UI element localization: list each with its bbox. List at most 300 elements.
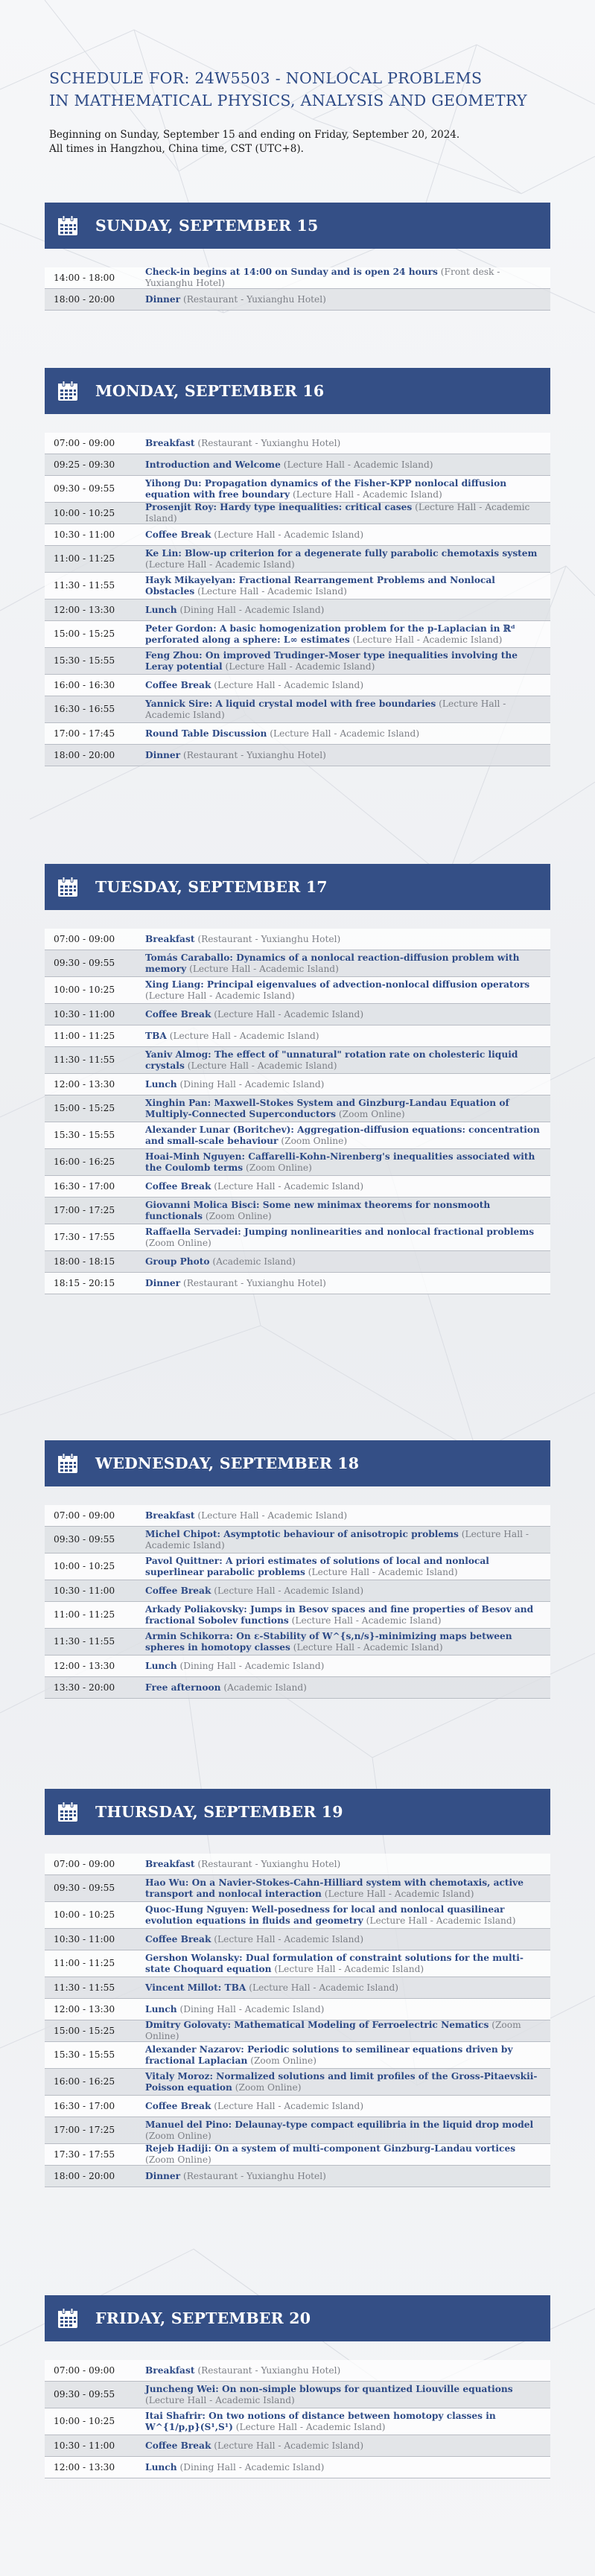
event-row — [45, 1902, 550, 1929]
page-title — [49, 67, 546, 112]
event-row — [45, 573, 550, 600]
event-row — [45, 1999, 550, 2020]
event-details — [145, 478, 550, 500]
event-location: (Lecture Hall - Academic Island) — [293, 1641, 443, 1653]
event-list — [45, 1505, 550, 1699]
event-location: (Restaurant - Yuxianghu Hotel) — [182, 749, 326, 760]
event-row — [45, 1854, 550, 1875]
event-location: (Dining Hall - Academic Island) — [179, 1660, 325, 1671]
event-title: Group Photo — [145, 1256, 210, 1267]
event-title: Lunch — [145, 1660, 177, 1671]
event-title: Giovanni Molica Bisci: Some new minimax theorems for nonsmooth functionals — [145, 1199, 491, 1221]
day-banner — [45, 1789, 550, 1835]
event-row — [45, 723, 550, 745]
event-details — [145, 267, 550, 289]
event-title: Lunch — [145, 604, 177, 615]
event-details — [145, 2071, 550, 2093]
event-time: 16:30 - 17:00 — [54, 2100, 115, 2111]
event-title: Michel Chipot: Asymptotic behaviour of anisotropic problems — [145, 1528, 459, 1539]
event-location: (Lecture Hall - Academic Island) — [352, 634, 503, 645]
event-row — [45, 1505, 550, 1527]
event-location: (Lecture Hall - Academic Island) — [291, 1615, 442, 1626]
event-location: (Restaurant - Yuxianghu Hotel) — [197, 1858, 341, 1869]
event-row — [45, 600, 550, 621]
event-row — [45, 2144, 550, 2166]
event-title: Coffee Break — [145, 1585, 211, 1596]
event-location: (Lecture Hall - Academic Island) — [324, 1888, 474, 1899]
event-row — [45, 648, 550, 675]
event-details — [145, 529, 550, 541]
event-row — [45, 1004, 550, 1025]
event-title: Coffee Break — [145, 529, 211, 540]
event-title: Raffaella Servadei: Jumping nonlinearities and nonlocal fractional problems — [145, 1226, 535, 1237]
event-details — [145, 2384, 550, 2406]
event-time: 09:30 - 09:55 — [54, 1534, 115, 1545]
event-time: 12:00 - 13:30 — [54, 1660, 115, 1671]
day-title: WEDNESDAY, SEPTEMBER 18 — [95, 1454, 360, 1472]
event-details — [145, 1125, 550, 1147]
event-location: (Lecture Hall - Academic Island) — [189, 963, 339, 974]
event-list — [45, 929, 550, 1294]
event-list — [45, 2360, 550, 2478]
event-row — [45, 1527, 550, 1553]
event-details — [145, 1031, 550, 1042]
event-details — [145, 1510, 550, 1521]
event-row — [45, 546, 550, 573]
event-details — [145, 699, 550, 721]
event-title: Xing Liang: Principal eigenvalues of advection-nonlocal diffusion operators — [145, 979, 530, 990]
event-details — [145, 934, 550, 945]
event-row — [45, 1176, 550, 1198]
event-location: (Lecture Hall - Academic Island) — [283, 459, 433, 470]
event-row — [45, 503, 550, 524]
event-list — [45, 433, 550, 766]
event-time: 16:30 - 17:00 — [54, 1180, 115, 1192]
calendar-icon — [57, 380, 79, 402]
event-row — [45, 1929, 550, 1950]
event-location: (Lecture Hall - Academic Island) — [197, 585, 347, 597]
event-details — [145, 680, 550, 691]
event-location: (Lecture Hall - Academic Island) — [214, 1933, 364, 1944]
event-details — [145, 1049, 550, 1072]
event-details — [145, 1079, 550, 1090]
calendar-icon — [57, 1801, 79, 1823]
event-time: 15:30 - 15:55 — [54, 1130, 115, 1140]
event-details — [145, 1859, 550, 1870]
event-location: (Lecture Hall - Academic Island) — [214, 1180, 364, 1192]
event-title: Hayk Mikayelyan: Fractional Rearrangement Problems and Nonlocal Obstacles — [145, 574, 495, 597]
event-details — [145, 1098, 550, 1120]
event-time: 12:00 - 13:30 — [54, 604, 115, 615]
event-row — [45, 1095, 550, 1122]
event-title: Breakfast — [145, 933, 195, 944]
event-title: Dinner — [145, 293, 181, 305]
event-title: Xinghin Pan: Maxwell-Stokes System and Ginzburg-Landau Equation of Multiply-Connected Superconductors — [145, 1097, 509, 1119]
event-location: (Restaurant - Yuxianghu Hotel) — [197, 933, 341, 944]
event-time: 16:00 - 16:25 — [54, 2076, 115, 2087]
event-title: Coffee Break — [145, 1008, 211, 1020]
intro-dates: Beginning on Sunday, September 15 and ending on Friday, September 20, 2024. — [49, 129, 460, 141]
event-location: (Zoom Online) — [145, 1237, 211, 1248]
event-time: 17:00 - 17:45 — [54, 728, 115, 739]
event-time: 07:00 - 09:00 — [54, 1510, 115, 1521]
event-details — [145, 459, 550, 471]
event-details — [145, 1200, 550, 1222]
event-time: 18:00 - 20:00 — [54, 2170, 115, 2181]
event-details — [145, 294, 550, 305]
event-time: 12:00 - 13:30 — [54, 2003, 115, 2014]
event-row — [45, 2117, 550, 2144]
intro-timezone: All times in Hangzhou, China time, CST (UTC+8). — [49, 143, 304, 155]
day-section — [45, 2295, 550, 2478]
event-time: 12:00 - 13:30 — [54, 1078, 115, 1090]
event-title: Tomás Caraballo: Dynamics of a nonlocal reaction-diffusion problem with memory — [145, 952, 520, 974]
event-location: (Restaurant - Yuxianghu Hotel) — [197, 2364, 341, 2376]
event-location: (Zoom Online) — [235, 2082, 302, 2093]
event-details — [145, 1227, 550, 1249]
event-time: 10:00 - 10:25 — [54, 985, 115, 995]
day-title: SUNDAY, SEPTEMBER 15 — [95, 217, 319, 235]
day-section — [45, 1789, 550, 2187]
event-time: 15:30 - 15:55 — [54, 655, 115, 666]
event-row — [45, 929, 550, 950]
event-row — [45, 675, 550, 696]
event-title: Coffee Break — [145, 679, 211, 690]
event-location: (Dining Hall - Academic Island) — [179, 2003, 325, 2014]
event-location: (Lecture Hall - Academic Island) — [225, 661, 375, 672]
event-title: Round Table Discussion — [145, 728, 267, 739]
event-title: Yihong Du: Propagation dynamics of the Fisher-KPP nonlocal diffusion equation with free boundary — [145, 477, 507, 500]
event-row — [45, 267, 550, 289]
event-title: Check-in begins at 14:00 on Sunday and is open 24 hours — [145, 267, 438, 277]
event-title: Hoai-Minh Nguyen: Caffarelli-Kohn-Nirenberg's inequalities associated with the Coulomb terms — [145, 1151, 535, 1173]
event-time: 17:30 - 17:55 — [54, 2149, 115, 2160]
event-row — [45, 950, 550, 977]
event-details — [145, 953, 550, 975]
event-title: Ke Lin: Blow-up criterion for a degenerate fully parabolic chemotaxis system — [145, 547, 538, 559]
event-time: 10:30 - 11:00 — [54, 2440, 115, 2451]
event-location: (Dining Hall - Academic Island) — [179, 2461, 325, 2472]
page-header — [0, 0, 595, 156]
day-title: TUESDAY, SEPTEMBER 17 — [95, 878, 328, 896]
event-location: (Dining Hall - Academic Island) — [179, 604, 325, 615]
event-time: 18:00 - 20:00 — [54, 293, 115, 305]
event-title: Manuel del Pino: Delaunay-type compact equilibria in the liquid drop model — [145, 2119, 534, 2130]
calendar-icon — [57, 214, 79, 237]
event-row — [45, 1198, 550, 1224]
event-time: 09:30 - 09:55 — [54, 1883, 115, 1893]
event-details — [145, 2044, 550, 2067]
event-time: 13:30 - 20:00 — [54, 1682, 115, 1693]
event-row — [45, 2166, 550, 2187]
event-time: 18:00 - 18:15 — [54, 1256, 115, 1267]
event-location: (Dining Hall - Academic Island) — [179, 1078, 325, 1090]
event-row — [45, 2360, 550, 2382]
event-row — [45, 454, 550, 476]
event-details — [145, 1256, 550, 1268]
event-location: (Zoom Online) — [338, 1108, 405, 1119]
event-location: (Lecture Hall - Academic Island) — [214, 529, 364, 540]
event-row — [45, 1047, 550, 1074]
event-location: (Lecture Hall - Academic Island) — [292, 489, 442, 500]
event-time: 14:00 - 18:00 — [54, 272, 115, 283]
event-details — [145, 2411, 550, 2433]
event-list — [45, 1854, 550, 2187]
day-section — [45, 864, 550, 1294]
event-row — [45, 1580, 550, 1602]
event-details — [145, 438, 550, 449]
event-title: Dmitry Golovaty: Mathematical Modeling of Ferroelectric Nematics — [145, 2020, 489, 2030]
calendar-icon — [57, 1452, 79, 1475]
event-location: (Lecture Hall - Academic Island) — [145, 559, 295, 570]
event-details — [145, 1604, 550, 1626]
event-location: (Lecture Hall - Academic Island) — [214, 2440, 364, 2451]
event-title: TBA — [145, 1030, 167, 1041]
event-row — [45, 745, 550, 766]
event-location: (Restaurant - Yuxianghu Hotel) — [182, 1277, 326, 1288]
event-time: 10:30 - 11:00 — [54, 1933, 115, 1944]
event-details — [145, 1982, 550, 1994]
day-title: FRIDAY, SEPTEMBER 20 — [95, 2309, 311, 2327]
event-details — [145, 650, 550, 672]
event-details — [145, 1934, 550, 1945]
event-title: Feng Zhou: On improved Trudinger-Moser type inequalities involving the Leray potential — [145, 649, 518, 672]
day-section — [45, 203, 550, 311]
day-banner — [45, 864, 550, 910]
event-title: Breakfast — [145, 2364, 195, 2376]
event-location: (Restaurant - Yuxianghu Hotel) — [197, 437, 341, 448]
event-details — [145, 623, 550, 646]
event-time: 09:30 - 09:55 — [54, 958, 115, 968]
event-row — [45, 1149, 550, 1176]
event-title: Hao Wu: On a Navier-Stokes-Cahn-Hilliard system with chemotaxis, active transport and nonlocal interaction — [145, 1877, 524, 1899]
event-location: (Lecture Hall - Academic Island) — [274, 1963, 424, 1974]
event-details — [145, 750, 550, 761]
event-title: Armin Schikorra: On ε-Stability of W^{s,n/s}-minimizing maps between spheres in homotopy classes — [145, 1630, 512, 1653]
event-title: Yaniv Almog: The effect of "unnatural" rotation rate on cholesteric liquid crystals — [145, 1049, 518, 1071]
event-title: Alexander Lunar (Boritchev): Aggregation-diffusion equations: concentration and small-scale behaviour — [145, 1124, 540, 1146]
event-details — [145, 1682, 550, 1694]
event-row — [45, 433, 550, 454]
event-location: (Lecture Hall - Academic Island) — [145, 1528, 529, 1551]
event-location: (Lecture Hall - Academic Island) — [235, 2421, 386, 2432]
event-location: (Restaurant - Yuxianghu Hotel) — [182, 2170, 326, 2181]
event-location: (Zoom Online) — [145, 2130, 211, 2141]
event-title: Peter Gordon: A basic homogenization problem for the p-Laplacian in ℝᵈ perforated along a sphere: L∞ estimates — [145, 623, 515, 645]
event-title: Coffee Break — [145, 2440, 211, 2451]
event-time: 10:00 - 10:25 — [54, 1561, 115, 1571]
event-location: (Zoom Online) — [246, 1162, 312, 1173]
event-time: 17:00 - 17:25 — [54, 2125, 115, 2135]
event-details — [145, 548, 550, 570]
event-time: 10:00 - 10:25 — [54, 1909, 115, 1920]
event-location: (Lecture Hall - Academic Island) — [366, 1915, 516, 1926]
event-location: (Lecture Hall - Academic Island) — [145, 698, 506, 720]
event-location: (Front desk - Yuxianghu Hotel) — [145, 267, 500, 288]
event-title: Dinner — [145, 749, 181, 760]
event-title: Pavol Quittner: A priori estimates of solutions of local and nonlocal superlinear parabolic problems — [145, 1555, 489, 1577]
event-details — [145, 575, 550, 597]
event-time: 18:15 - 20:15 — [54, 1277, 115, 1288]
event-time: 11:00 - 11:25 — [54, 553, 115, 564]
event-time: 11:30 - 11:55 — [54, 1055, 115, 1065]
event-time: 07:00 - 09:00 — [54, 2364, 115, 2376]
event-time: 18:00 - 20:00 — [54, 749, 115, 760]
event-row — [45, 1251, 550, 1273]
day-section — [45, 1440, 550, 1699]
event-location: (Academic Island) — [212, 1256, 296, 1267]
event-location: (Lecture Hall - Academic Island) — [214, 1008, 364, 1020]
event-title: Juncheng Wei: On non-simple blowups for quantized Liouville equations — [145, 2383, 513, 2394]
day-section — [45, 368, 550, 766]
event-row — [45, 2020, 550, 2042]
event-row — [45, 1025, 550, 1047]
event-row — [45, 1875, 550, 1902]
event-location: (Lecture Hall - Academic Island) — [145, 990, 295, 1001]
event-row — [45, 2069, 550, 2096]
event-time: 11:00 - 11:25 — [54, 1030, 115, 1041]
event-time: 12:00 - 13:30 — [54, 2461, 115, 2472]
event-time: 15:00 - 15:25 — [54, 629, 115, 639]
event-row — [45, 1122, 550, 1149]
event-details — [145, 2020, 550, 2042]
event-location: (Zoom Online) — [250, 2055, 316, 2066]
event-row — [45, 1977, 550, 1999]
event-row — [45, 621, 550, 648]
calendar-icon — [57, 2307, 79, 2329]
day-banner — [45, 203, 550, 249]
event-row — [45, 1602, 550, 1629]
event-details — [145, 1877, 550, 1900]
event-title: Coffee Break — [145, 2100, 211, 2111]
event-location: (Zoom Online) — [145, 2020, 521, 2041]
event-row — [45, 696, 550, 723]
event-location: (Zoom Online) — [145, 2154, 211, 2165]
event-row — [45, 2382, 550, 2408]
event-title: Vitaly Moroz: Normalized solutions and limit profiles of the Gross-Pitaevskii-Poisson equation — [145, 2070, 538, 2093]
event-location: (Zoom Online) — [205, 1210, 272, 1221]
event-title: Free afternoon — [145, 1682, 221, 1693]
event-title: Vincent Millot: TBA — [145, 1982, 246, 1993]
event-details — [145, 979, 550, 1002]
event-time: 10:30 - 11:00 — [54, 529, 115, 540]
event-time: 10:30 - 11:00 — [54, 1008, 115, 1020]
event-time: 07:00 - 09:00 — [54, 1858, 115, 1869]
event-time: 16:00 - 16:25 — [54, 1157, 115, 1167]
event-details — [145, 2440, 550, 2452]
event-location: (Academic Island) — [223, 1682, 307, 1693]
event-title: Lunch — [145, 2003, 177, 2014]
event-title: Dinner — [145, 1277, 181, 1288]
day-banner — [45, 1440, 550, 1486]
event-row — [45, 2435, 550, 2457]
event-details — [145, 1181, 550, 1192]
event-time: 07:00 - 09:00 — [54, 933, 115, 944]
event-location: (Lecture Hall - Academic Island) — [197, 1510, 348, 1521]
event-time: 15:00 - 15:25 — [54, 2025, 115, 2036]
event-time: 11:30 - 11:55 — [54, 1636, 115, 1647]
event-details — [145, 1953, 550, 1975]
event-details — [145, 1556, 550, 1578]
event-row — [45, 2457, 550, 2478]
event-title: Coffee Break — [145, 1180, 211, 1192]
event-location: (Lecture Hall - Academic Island) — [270, 728, 420, 739]
event-time: 16:30 - 16:55 — [54, 704, 115, 714]
event-location: (Lecture Hall - Academic Island) — [187, 1060, 337, 1071]
page-title-line2: IN MATHEMATICAL PHYSICS, ANALYSIS AND GEOMETRY — [49, 92, 527, 109]
event-details — [145, 1586, 550, 1597]
event-details — [145, 728, 550, 740]
event-time: 10:00 - 10:25 — [54, 507, 115, 518]
event-title: Introduction and Welcome — [145, 459, 281, 470]
event-details — [145, 2119, 550, 2142]
event-time: 09:30 - 09:55 — [54, 483, 115, 494]
event-time: 17:30 - 17:55 — [54, 1232, 115, 1242]
event-details — [145, 2365, 550, 2376]
event-title: Gershon Wolansky: Dual formulation of constraint solutions for the multi-state Choquard equation — [145, 1952, 524, 1974]
event-time: 09:30 - 09:55 — [54, 2389, 115, 2400]
event-row — [45, 1677, 550, 1699]
event-row — [45, 2042, 550, 2069]
event-row — [45, 289, 550, 311]
event-row — [45, 2408, 550, 2435]
event-location: (Lecture Hall - Academic Island) — [145, 502, 530, 524]
calendar-icon — [57, 876, 79, 898]
event-title: Alexander Nazarov: Periodic solutions to semilinear equations driven by fractional Laplacian — [145, 2044, 513, 2066]
event-list — [45, 267, 550, 311]
event-time: 10:30 - 11:00 — [54, 1585, 115, 1596]
event-row — [45, 1074, 550, 1095]
event-row — [45, 476, 550, 503]
event-details — [145, 1631, 550, 1653]
event-row — [45, 1553, 550, 1580]
event-row — [45, 1629, 550, 1656]
day-banner — [45, 368, 550, 414]
event-details — [145, 605, 550, 616]
event-details — [145, 1904, 550, 1927]
event-location: (Restaurant - Yuxianghu Hotel) — [182, 293, 326, 305]
event-details — [145, 2462, 550, 2473]
event-title: Itai Shafrir: On two notions of distance between homotopy classes in W^{1/p,p}(S¹,S¹) — [145, 2410, 496, 2432]
event-location: (Lecture Hall - Academic Island) — [214, 2100, 364, 2111]
event-title: Arkady Poliakovsky: Jumps in Besov spaces and fine properties of Besov and fractional Sobolev functions — [145, 1603, 534, 1626]
event-location: (Lecture Hall - Academic Island) — [214, 679, 364, 690]
event-details — [145, 1151, 550, 1174]
event-title: Breakfast — [145, 1510, 195, 1521]
event-title: Breakfast — [145, 437, 195, 448]
event-title: Breakfast — [145, 1858, 195, 1869]
event-location: (Lecture Hall - Academic Island) — [169, 1030, 319, 1041]
event-details — [145, 1529, 550, 1551]
event-title: Dinner — [145, 2170, 181, 2181]
day-title: MONDAY, SEPTEMBER 16 — [95, 382, 325, 400]
event-title: Yannick Sire: A liquid crystal model with free boundaries — [145, 698, 436, 709]
event-row — [45, 977, 550, 1004]
event-time: 16:00 - 16:30 — [54, 679, 115, 690]
event-details — [145, 2143, 550, 2166]
event-location: (Lecture Hall - Academic Island) — [308, 1566, 458, 1577]
schedule-intro — [49, 128, 546, 156]
event-details — [145, 2101, 550, 2112]
event-title: Coffee Break — [145, 1933, 211, 1944]
event-location: (Lecture Hall - Academic Island) — [214, 1585, 364, 1596]
event-details — [145, 2004, 550, 2015]
event-time: 11:30 - 11:55 — [54, 1982, 115, 1993]
day-banner — [45, 2295, 550, 2341]
event-time: 09:25 - 09:30 — [54, 459, 115, 470]
event-time: 17:00 - 17:25 — [54, 1205, 115, 1215]
event-row — [45, 1656, 550, 1677]
